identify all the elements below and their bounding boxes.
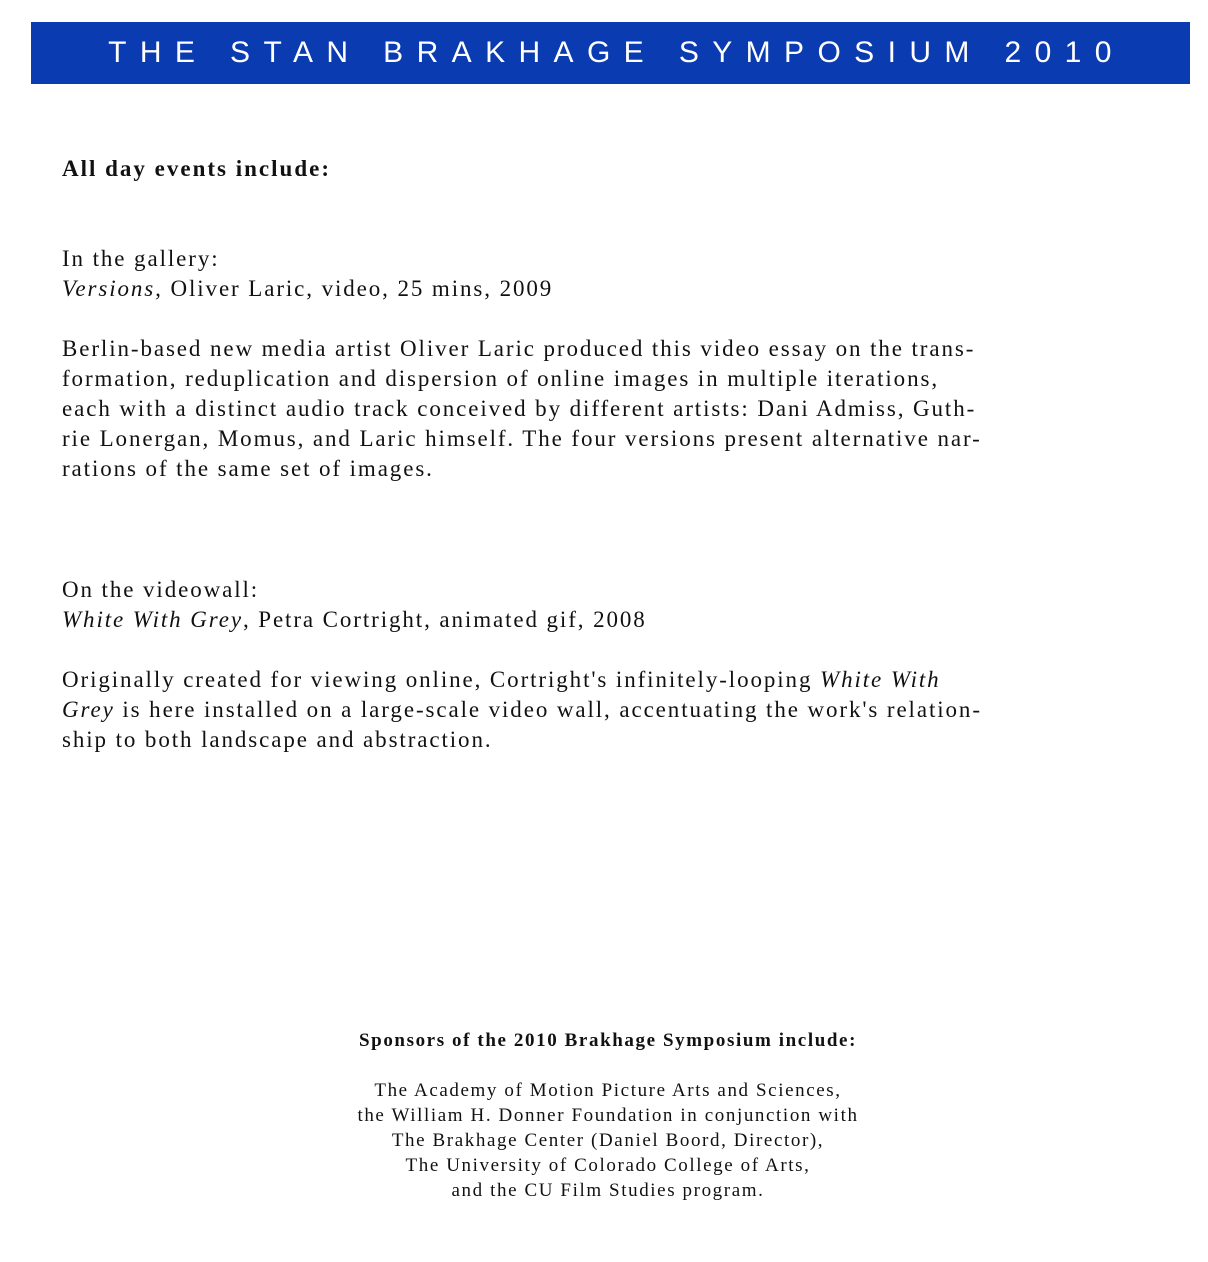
header-banner (31, 22, 1190, 84)
sponsor-line: and the CU Film Studies program. (451, 1180, 765, 1201)
gallery-work-credit: Oliver Laric, video, 25 mins, 2009 (162, 276, 554, 301)
videowall-work-credit: , Petra Cortright, animated gif, 2008 (242, 607, 647, 632)
spacer (62, 304, 1152, 334)
sponsor-line: The Academy of Motion Picture Arts and Sciences, (374, 1080, 842, 1101)
sponsor-line: the William H. Donner Foundation in conjunction with (357, 1105, 859, 1126)
events-heading: All day events include: (62, 156, 331, 181)
gallery-work-title: Versions, (62, 276, 163, 301)
gallery-work-line (62, 274, 1152, 304)
sponsors-list (0, 1078, 1208, 1203)
videowall-section (62, 575, 1152, 755)
videowall-description-line (62, 695, 1152, 725)
videowall-description-line: ship to both landscape and abstraction. (62, 727, 493, 752)
description-italic-title: Grey (62, 697, 115, 722)
videowall-work-line (62, 605, 1152, 635)
gallery-description-line: formation, reduplication and dispersion of online images in multiple iterations, (62, 366, 939, 391)
sponsor-line: The University of Colorado College of Arts, (405, 1155, 811, 1176)
videowall-label: On the videowall: (62, 577, 260, 602)
gallery-description-line: each with a distinct audio track conceived by different artists: Dani Admiss, Guth- (62, 396, 977, 421)
spacer (62, 635, 1152, 665)
videowall-description-line (62, 665, 1152, 695)
sponsors-heading: Sponsors of the 2010 Brakhage Symposium include: (358, 1030, 858, 1051)
page-title: THE STAN BRAKHAGE SYMPOSIUM 2010 (108, 36, 1125, 69)
description-text: Originally created for viewing online, Cortright's infinitely-looping (62, 667, 821, 692)
gallery-section (62, 244, 1152, 484)
sponsors-section (0, 1028, 1208, 1203)
gallery-description-line: rations of the same set of images. (62, 456, 434, 481)
gallery-description-line: rie Lonergan, Momus, and Laric himself. The four versions present alternative nar- (62, 426, 982, 451)
sponsor-line: The Brakhage Center (Daniel Boord, Director), (391, 1130, 825, 1151)
gallery-description-line: Berlin-based new media artist Oliver Laric produced this video essay on the trans- (62, 336, 976, 361)
description-italic-title: White With (820, 667, 941, 692)
gallery-label: In the gallery: (62, 246, 220, 271)
videowall-work-title: White With Grey (62, 607, 243, 632)
description-text: is here installed on a large-scale video wall, accentuating the work's relation- (114, 697, 982, 722)
